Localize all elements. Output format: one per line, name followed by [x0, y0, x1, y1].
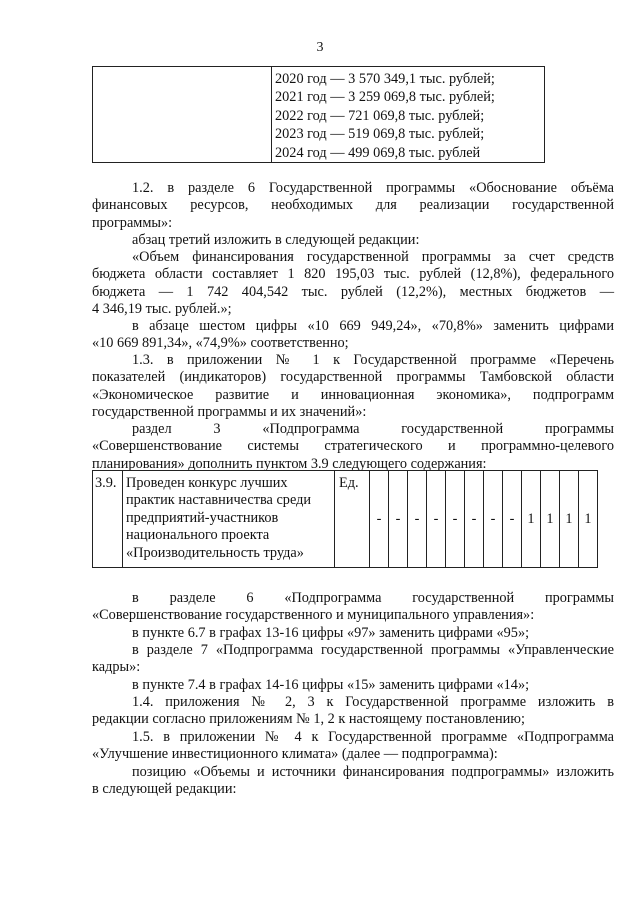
paragraph-razdel-7: в разделе 7 «Подпрограмма государственной программы «Управленческие кадры»:	[92, 642, 614, 676]
funding-table-label-cell	[93, 67, 272, 163]
paragraph-1-2: 1.2. в разделе 6 Государственной программы «Обоснование объёма финансовых ресурсов, необходимых для реализации государственной программы»:	[92, 180, 614, 231]
indicator-value: 1	[579, 471, 598, 568]
paragraph-1-3: 1.3. в приложении № 1 к Государственной программе «Перечень показателей (индикаторов) государственной программы Тамбовской области «Экономическое развитие и инновационная экономика», подпрограмм государственной программы и их значений»:	[92, 352, 614, 420]
indicator-value: -	[370, 471, 389, 568]
indicator-value: -	[389, 471, 408, 568]
paragraph-abzac-shestoj: в абзаце шестом цифры «10 669 949,24», «70,8%» заменить цифрами «10 669 891,34», «74,9%» соответственно;	[92, 318, 614, 352]
indicator-value: 1	[522, 471, 541, 568]
paragraph-1-5: 1.5. в приложении № 4 к Государственной программе «Подпрограмма «Улучшение инвестиционного климата» (далее — подпрограмма):	[92, 729, 614, 763]
indicator-value: -	[503, 471, 522, 568]
indicator-name-cell: Проведен конкурс лучших практик наставничества среди предприятий-участников национального проекта «Производительность труда»	[123, 471, 335, 568]
funding-year-line: 2023 год — 519 069,8 тыс. рублей;	[275, 126, 485, 143]
funding-year-line: 2021 год — 3 259 069,8 тыс. рублей;	[275, 89, 495, 106]
funding-table	[92, 66, 545, 163]
paragraph-punkt-7-4: в пункте 7.4 в графах 14-16 цифры «15» заменить цифрами «14»;	[132, 677, 530, 693]
paragraph-poziciyu: позицию «Объемы и источники финансирования подпрограммы» изложить в следующей редакции:	[92, 764, 614, 798]
funding-year-line: 2020 год — 3 570 349,1 тыс. рублей;	[275, 71, 495, 87]
indicator-value: -	[484, 471, 503, 568]
indicator-number: 3.9.	[93, 471, 123, 568]
paragraph-razdel-6: в разделе 6 «Подпрограмма государственной программы «Совершенствование государственного и муниципального управления»:	[92, 590, 614, 624]
indicator-value: 1	[541, 471, 560, 568]
indicator-value: -	[408, 471, 427, 568]
paragraph-razdel-3: раздел 3 «Подпрограмма государственной программы «Совершенствование системы стратегического и программно-целевого планирования» дополнить пунктом 3.9 следующего содержания:	[92, 421, 614, 472]
indicator-value: -	[427, 471, 446, 568]
paragraph-abzac-tretij: абзац третий изложить в следующей редакции:	[132, 232, 420, 248]
indicator-table	[92, 470, 598, 568]
indicator-unit: Ед.	[335, 471, 370, 568]
page-number: 3	[316, 40, 324, 55]
indicator-value: -	[465, 471, 484, 568]
funding-year-line: 2024 год — 499 069,8 тыс. рублей	[275, 144, 481, 161]
indicator-value: -	[446, 471, 465, 568]
funding-year-line: 2022 год — 721 069,8 тыс. рублей;	[275, 107, 485, 124]
paragraph-1-4: 1.4. приложения № 2, 3 к Государственной программе изложить в редакции согласно приложениям № 1, 2 к настоящему постановлению;	[92, 694, 614, 728]
funding-table-years-cell	[272, 67, 545, 163]
indicator-value: 1	[560, 471, 579, 568]
table-row	[93, 471, 598, 568]
paragraph-punkt-6-7: в пункте 6.7 в графах 13-16 цифры «97» заменить цифрами «95»;	[132, 625, 530, 641]
paragraph-funding-volume: «Объем финансирования государственной программы за счет средств бюджета области составляет 1 820 195,03 тыс. рублей (12,8%), федерального бюджета — 1 742 404,542 тыс. рублей (12,2%), местных бюджетов — 4 346,19 тыс. рублей.»;	[92, 249, 614, 317]
